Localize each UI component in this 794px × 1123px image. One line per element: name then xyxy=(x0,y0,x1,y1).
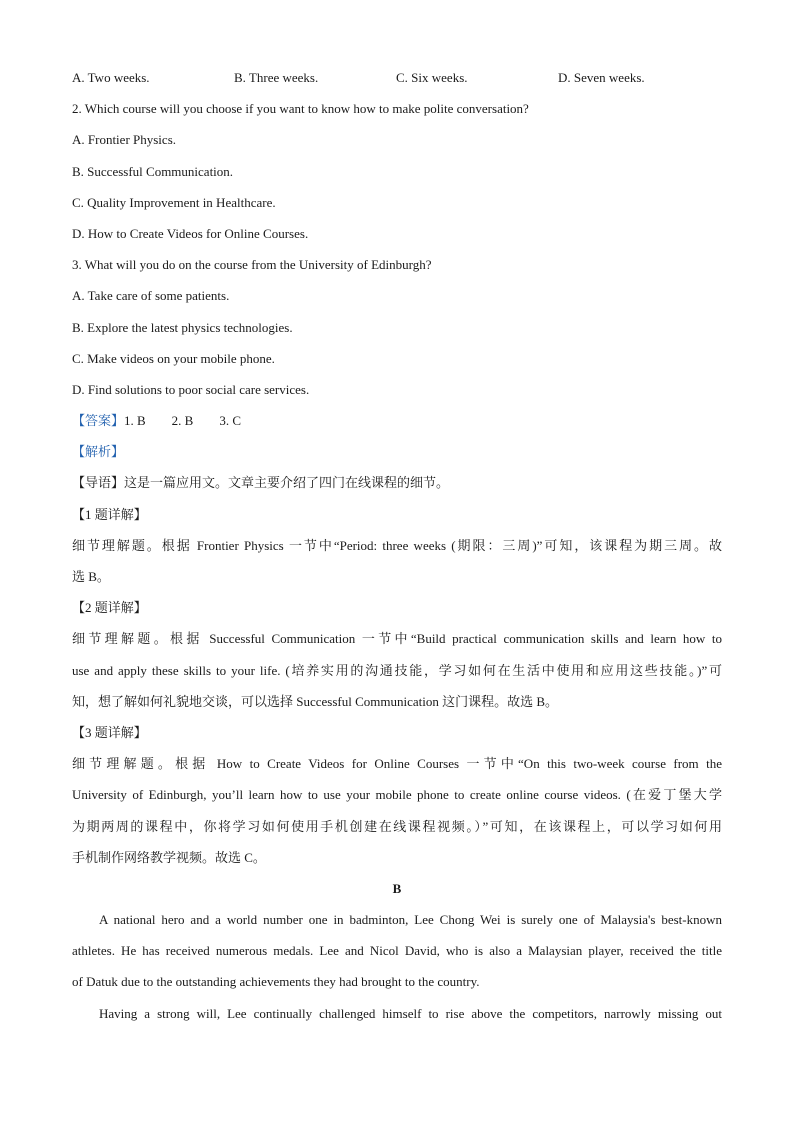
guide-line xyxy=(72,467,722,498)
q3-option-a: A. Take care of some patients. xyxy=(72,288,230,304)
analysis-label: 【解析】 xyxy=(72,444,125,460)
q2-question: 2. Which course will you choose if you want to know how to make polite conversation? xyxy=(72,101,529,117)
detail3-line-2: University of Edinburgh, you’ll learn how to use your mobile phone to create online course videos. (在爱丁堡大学 xyxy=(72,787,722,803)
detail1-heading: 【1 题详解】 xyxy=(72,506,147,522)
guide-text: 这是一篇应用文。文章主要介绍了四门在线课程的细节。 xyxy=(124,475,450,491)
q1-option-a: A. Two weeks. xyxy=(72,70,150,85)
detail3-heading: 【3 题详解】 xyxy=(72,724,147,740)
q2-option-a: A. Frontier Physics. xyxy=(72,132,176,148)
q3-option-c: C. Make videos on your mobile phone. xyxy=(72,350,275,366)
detail1-line-1: 细节理解题。根据 Frontier Physics 一节中“Period: three weeks (期限：三周)”可知，该课程为期三周。故 xyxy=(72,537,722,553)
passage-para1-line-1: A national hero and a world number one in badminton, Lee Chong Wei is surely one of Malaysia's best-known xyxy=(99,912,722,928)
detail3-line-4: 手机制作网络教学视频。故选 C。 xyxy=(72,849,266,865)
passage-para2-line-1: Having a strong will, Lee continually challenged himself to rise above the competitors, narrowly missing out xyxy=(99,1005,722,1021)
q1-option-c: C. Six weeks. xyxy=(396,70,468,85)
detail2-line-2: use and apply these skills to your life. (培养实用的沟通技能，学习如何在生活中使用和应用这些技能。)”可 xyxy=(72,662,722,678)
guide-label: 【导语】 xyxy=(72,475,125,491)
section-b-title: B xyxy=(392,880,402,896)
q3-option-d: D. Find solutions to poor social care services. xyxy=(72,381,310,397)
q1-option-b: B. Three weeks. xyxy=(234,70,319,85)
q3-option-b: B. Explore the latest physics technologies. xyxy=(72,319,293,335)
detail3-line-1: 细节理解题。根据 How to Create Videos for Online Courses 一节中“On this two-week course from the xyxy=(72,756,722,772)
detail2-line-3: 知，想了解如何礼貌地交谈，可以选择 Successful Communication 这门课程。故选 B。 xyxy=(72,693,559,709)
answer-line xyxy=(72,405,722,436)
detail2-heading: 【2 题详解】 xyxy=(72,600,147,616)
q3-question: 3. What will you do on the course from the University of Edinburgh? xyxy=(72,257,432,273)
passage-para1-line-3: of Datuk due to the outstanding achievements they had brought to the country. xyxy=(72,974,480,990)
answer-text: 1. B 2. B 3. C xyxy=(124,413,242,429)
detail1-line-2: 选 B。 xyxy=(72,569,110,584)
detail3-line-3: 为期两周的课程中，你将学习如何使用手机创建在线课程视频。）”可知，在该课程上，可以学习如何用 xyxy=(72,818,722,834)
document-page xyxy=(72,62,722,1029)
q1-option-d: D. Seven weeks. xyxy=(558,70,645,85)
q1-options xyxy=(72,62,722,93)
q2-option-b: B. Successful Communication. xyxy=(72,163,234,179)
q2-option-d: D. How to Create Videos for Online Courses. xyxy=(72,225,309,241)
detail2-line-1: 细节理解题。根据 Successful Communication 一节中“Build practical communication skills and learn how to xyxy=(72,631,722,647)
q2-option-c: C. Quality Improvement in Healthcare. xyxy=(72,194,276,210)
answer-label: 【答案】 xyxy=(72,413,125,429)
passage-para1-line-2: athletes. He has received numerous medals. Lee and Nicol David, who is also a Malaysian player, received the title xyxy=(72,943,722,959)
